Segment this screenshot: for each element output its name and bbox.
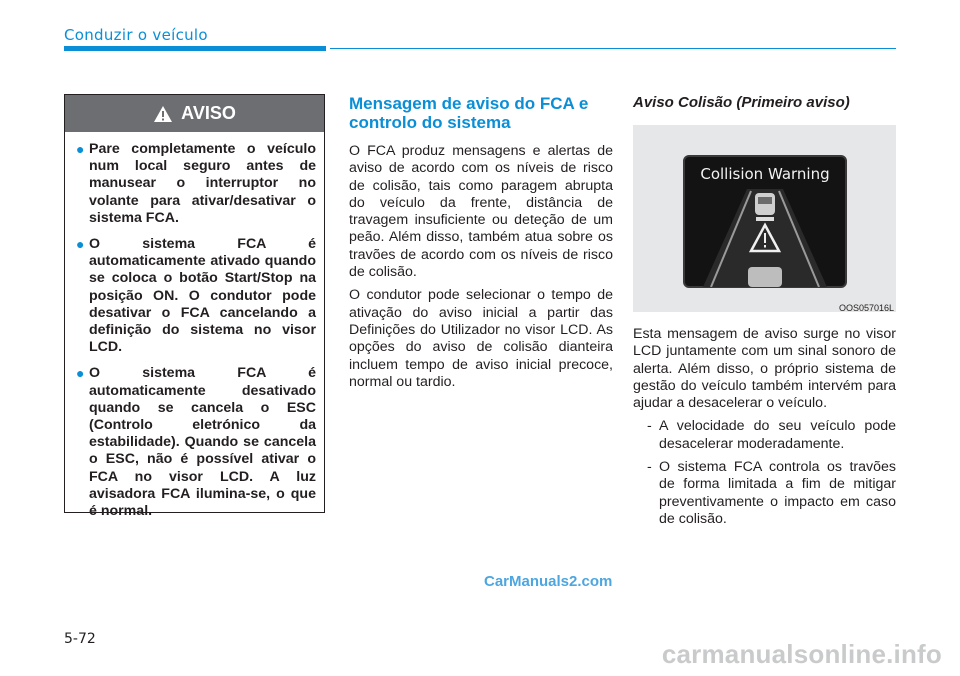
warning-list (65, 132, 324, 520)
dash-item: - A velocidade do seu veículo pode desacelerar moderadamente. (647, 418, 896, 452)
watermark-link[interactable]: CarManuals2.com (484, 573, 613, 590)
screen-label: Collision Warning (700, 165, 830, 183)
header-rule (330, 48, 896, 49)
warning-box (64, 94, 325, 520)
section-paragraph: O FCA produz mensagens e alertas de aviso de acordo com os níveis de risco de colisão, tais como paragem abrupta do veículo da frente, distância de travagem insuficiente ou deteção de um peão. Além disso, também atua sobre os travões de acordo com os níveis de risco de colisão. (349, 143, 613, 281)
dash-item: - O sistema FCA controla os travões de forma limitada a fim de mitigar preventivamente o impacto em caso de colisão. (647, 459, 896, 527)
fca-message-section (349, 94, 613, 397)
lcd-screen (683, 155, 847, 288)
section-paragraph: O condutor pode selecionar o tempo de ativação do aviso inicial a partir das Definições do Utilizador no visor LCD. As opções do aviso de colisão dianteira incluem tempo de aviso inicial precoce, normal ou tardio. (349, 287, 613, 390)
header-accent-bar (64, 46, 326, 51)
warning-triangle-icon (153, 105, 173, 123)
warning-heading: AVISO (181, 103, 236, 123)
collision-graphic-icon (685, 187, 845, 287)
cluster-figure (633, 125, 896, 312)
warning-item: ● Pare completamente o veículo num local seguro antes de manusear o interruptor no volante para ativar/desativar o sistema FCA. (76, 141, 316, 226)
collision-dash-list (633, 418, 896, 528)
bullet-icon: ● (76, 236, 85, 253)
collision-warning-section (633, 94, 896, 534)
page-number: 5-72 (64, 631, 96, 647)
collision-title: Aviso Colisão (Primeiro aviso) (633, 94, 850, 111)
warning-item: ● O sistema FCA é automaticamente ativado quando se coloca o botão Start/Stop na posição ON. O condutor pode desativar o FCA cancelando a definição do sistema no visor LCD. (76, 236, 316, 356)
site-watermark: carmanualsonline.info (661, 639, 942, 669)
bullet-icon: ● (76, 141, 85, 157)
chapter-title: Conduzir o veículo (64, 26, 208, 44)
collision-paragraph: Esta mensagem de aviso surge no visor LCD juntamente com um sinal sonoro de alerta. Além disso, o próprio sistema de gestão do veículo também intervém para ajudar a desacelerar o veículo. (633, 326, 896, 412)
warning-header (65, 95, 324, 132)
figure-code: OOS057016L (838, 303, 894, 313)
bullet-icon: ● (76, 365, 85, 382)
warning-item: ● O sistema FCA é automaticamente desativado quando se cancela o ESC (Controlo eletrónico da estabilidade). Quando se cancela o ESC, não é possível ativar o FCA no visor LCD. A luz avisadora FCA ilumina-se, o que é normal. (76, 365, 316, 520)
section-title: Mensagem de aviso do FCA e controlo do sistema (349, 94, 589, 132)
